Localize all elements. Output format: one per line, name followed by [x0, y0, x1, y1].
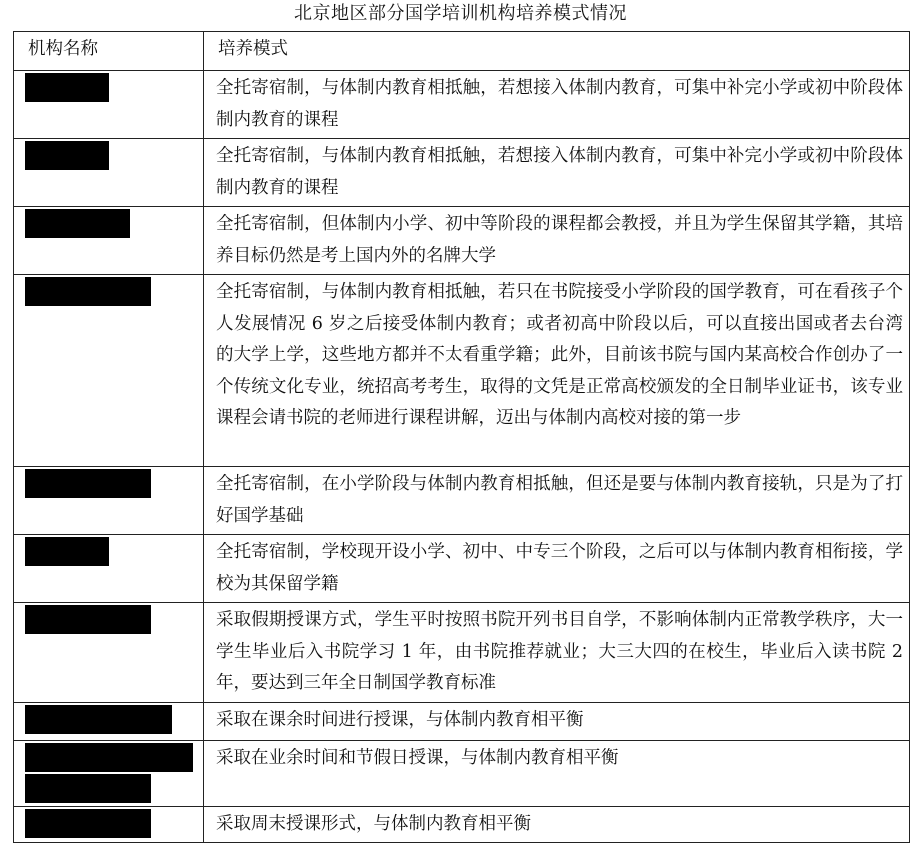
header-mode: 培养模式: [218, 39, 288, 59]
training-mode-text: 采取假期授课方式，学生平时按照书院开列书目自学，不影响体制内正常教学秩序，大一学生毕业后入书院学习 1 年，由书院推荐就业；大三大四的在校生，毕业后入读书院 2 年，要达到三年全日制国学教育标准: [216, 610, 903, 693]
training-mode-text: 全托寄宿制，与体制内教育相抵触，若想接入体制内教育，可集中补完小学或初中阶段体制内教育的课程: [216, 78, 903, 130]
table-row: [14, 806, 910, 843]
redaction-bar: [25, 277, 151, 306]
page-title: 北京地区部分国学培训机构培养模式情况: [294, 3, 627, 24]
redaction-bar: [25, 469, 151, 498]
table-row: [14, 603, 910, 703]
table-row: [14, 467, 910, 535]
institution-name-cell: [14, 702, 204, 740]
training-mode-cell: [204, 71, 910, 139]
redaction-bar: [25, 605, 151, 634]
training-mode-cell: [204, 740, 910, 806]
table-row: [14, 207, 910, 275]
redaction-bar: [25, 141, 109, 170]
training-mode-cell: [204, 467, 910, 535]
header-mode-cell: [204, 32, 910, 71]
header-name: 机构名称: [28, 39, 98, 59]
training-mode-text: 采取周末授课形式，与体制内教育相平衡: [216, 813, 531, 834]
training-mode-cell: [204, 702, 910, 740]
institution-name-cell: [14, 603, 204, 703]
redaction-bar: [25, 774, 151, 803]
redaction-bar: [25, 705, 172, 734]
training-mode-text: 采取在课余时间进行授课，与体制内教育相平衡: [216, 709, 584, 730]
table-header-row: [14, 32, 910, 71]
training-mode-text: 全托寄宿制，但体制内小学、初中等阶段的课程都会教授，并且为学生保留其学籍，其培养目标仍然是考上国内外的名牌大学: [216, 214, 903, 266]
training-mode-cell: [204, 139, 910, 207]
header-name-cell: [14, 32, 204, 71]
redaction-bar: [25, 537, 109, 566]
training-mode-cell: [204, 207, 910, 275]
institution-name-cell: [14, 806, 204, 843]
training-mode-cell: [204, 275, 910, 467]
table-row: [14, 139, 910, 207]
table-row: [14, 702, 910, 740]
institution-name-cell: [14, 71, 204, 139]
redaction-bar: [25, 809, 151, 838]
training-mode-table: [13, 31, 910, 843]
training-mode-cell: [204, 603, 910, 703]
training-mode-text: 全托寄宿制，与体制内教育相抵触，若想接入体制内教育，可集中补完小学或初中阶段体制内教育的课程: [216, 146, 903, 198]
training-mode-text: 采取在业余时间和节假日授课，与体制内教育相平衡: [216, 747, 619, 768]
institution-name-cell: [14, 535, 204, 603]
table-row: [14, 275, 910, 467]
redaction-bar: [25, 743, 193, 772]
institution-name-cell: [14, 139, 204, 207]
institution-name-cell: [14, 740, 204, 806]
institution-name-cell: [14, 275, 204, 467]
table-row: [14, 740, 910, 806]
training-mode-text: 全托寄宿制，与体制内教育相抵触，若只在书院接受小学阶段的国学教育，可在看孩子个人发展情况 6 岁之后接受体制内教育；或者初高中阶段以后，可以直接出国或者去台湾的大学上学，这些地方都并不太看重学籍；此外，目前该书院与国内某高校合作创办了一个传统文化专业，统招高考考生，取得的文凭是正常高校颁发的全日制毕业证书，该专业课程会请书院的老师进行课程讲解，迈出与体制内高校对接的第一步: [216, 282, 903, 428]
institution-name-cell: [14, 467, 204, 535]
institution-name-cell: [14, 207, 204, 275]
training-mode-text: 全托寄宿制，学校现开设小学、初中、中专三个阶段，之后可以与体制内教育相衔接，学校为其保留学籍: [216, 542, 903, 594]
table-row: [14, 71, 910, 139]
redaction-bar: [25, 73, 109, 102]
training-mode-cell: [204, 806, 910, 843]
training-mode-text: 全托寄宿制，在小学阶段与体制内教育相抵触，但还是要与体制内教育接轨，只是为了打好国学基础: [216, 474, 903, 526]
table-row: [14, 535, 910, 603]
training-mode-cell: [204, 535, 910, 603]
redaction-bar: [25, 209, 130, 238]
